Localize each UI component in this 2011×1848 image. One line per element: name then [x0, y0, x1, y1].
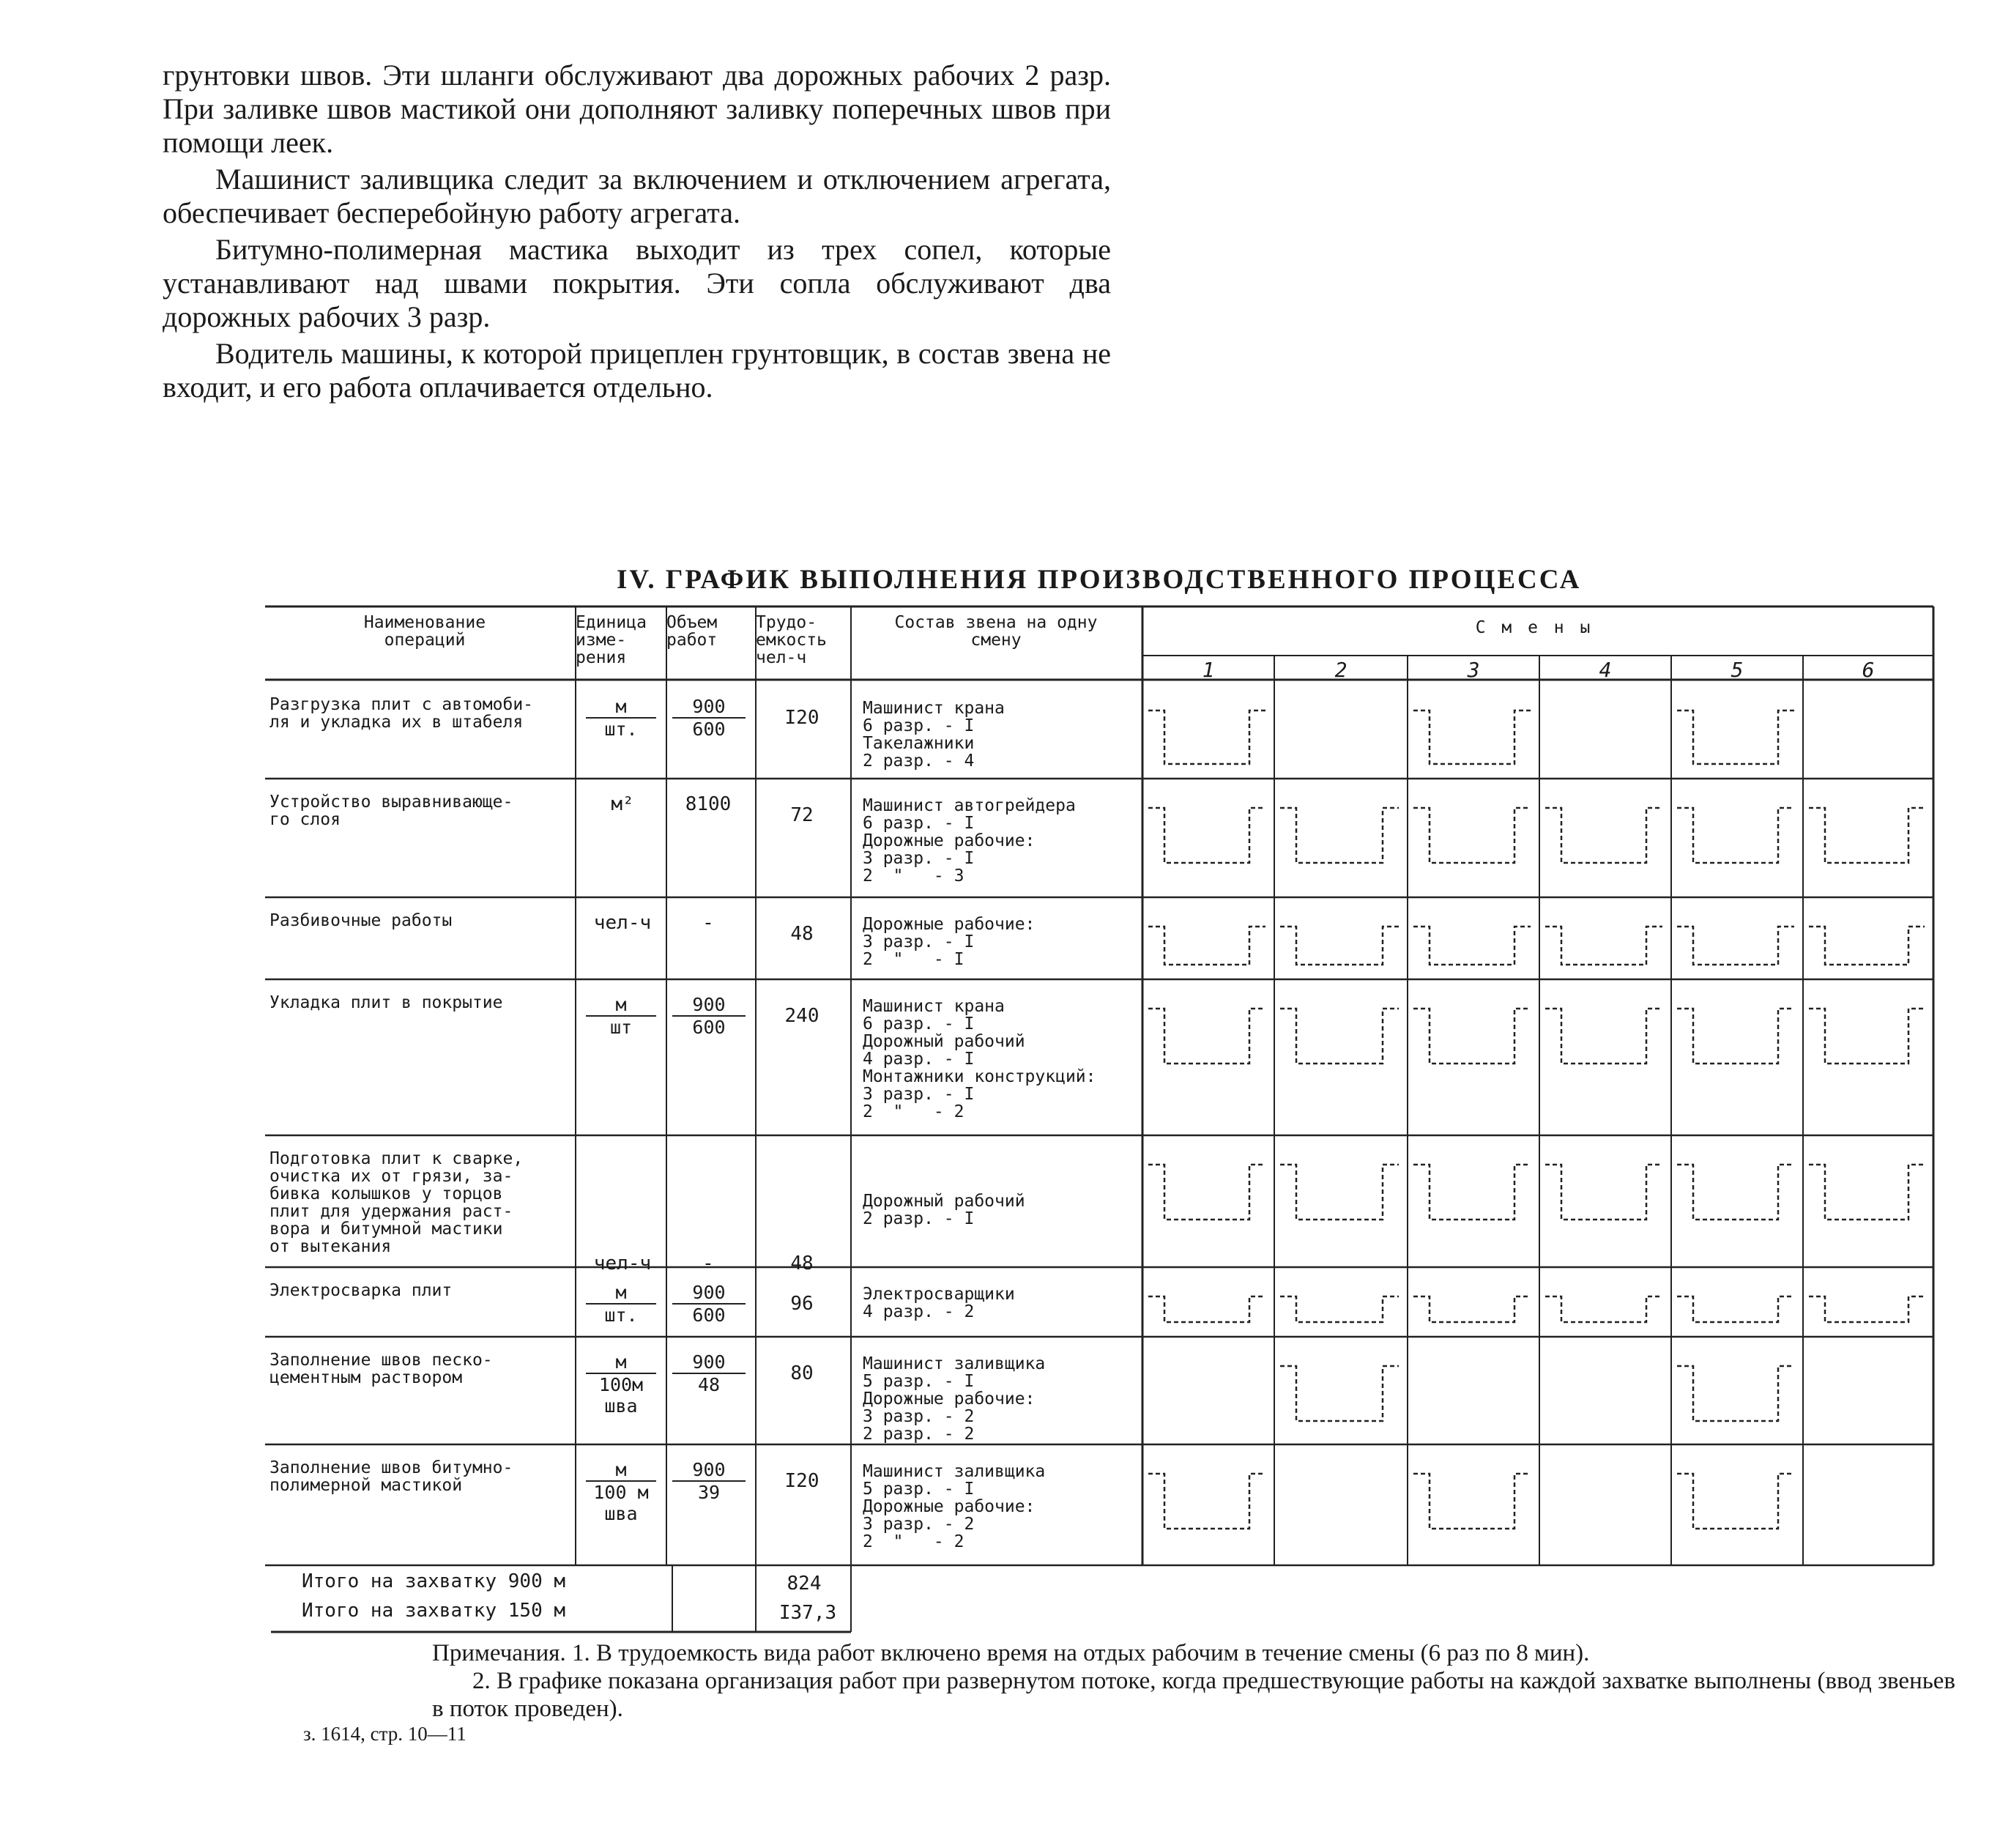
shift-work-mark: [1677, 710, 1794, 764]
header-unit: Единица изме- рения: [576, 613, 647, 667]
intro-paragraph: грунтовки швов. Эти шланги обслуживают два дорожных рабочих 2 разр. При заливке швов мастикой они дополняют заливку поперечных швов при помощи леек.: [163, 59, 1111, 159]
shift-number: 6: [1862, 658, 1875, 682]
unit-part: 100 м: [593, 1482, 649, 1503]
unit-part: 100м: [598, 1374, 644, 1395]
intro-paragraph: Машинист заливщика следит за включением и отключением агрегата, обеспечивает бесперебойную работу агрегата.: [163, 163, 1111, 229]
volume-value: -: [702, 912, 714, 934]
shift-work-mark: [1148, 808, 1265, 863]
operation-name: Подготовка плит к сварке, очистка их от грязи, за- бивка колышков у торцов плит для удержания раст- вора и битумной мастики от вытекания: [270, 1149, 524, 1256]
volume-fraction: [672, 696, 746, 740]
unit-part: шва: [604, 1395, 638, 1417]
labor-value: I20: [784, 1470, 819, 1492]
volume-value: -: [702, 1253, 714, 1274]
shift-number: 1: [1202, 658, 1215, 682]
labor-value: 96: [790, 1293, 814, 1315]
volume-part: 900: [672, 1282, 746, 1305]
intro-paragraph: Битумно-полимерная мастика выходит из трех сопел, которые устанавливают над швами покрытия. Эти сопла обслуживают два дорожных рабочих 3 разр.: [163, 233, 1111, 333]
shift-work-mark: [1677, 927, 1794, 965]
volume-part: 48: [697, 1374, 721, 1395]
volume-fraction: [672, 1351, 746, 1395]
total-value: I37,3: [778, 1602, 837, 1624]
operation-name: Устройство выравнивающе- го слоя: [270, 793, 513, 829]
crew-composition: Машинист крана 6 разр. - I Такелажники 2 разр. - 4: [863, 699, 1005, 771]
labor-value: 72: [790, 804, 814, 826]
shift-work-mark: [1280, 1009, 1399, 1064]
shift-work-mark: [1545, 927, 1662, 965]
volume-part: 900: [672, 696, 746, 719]
note-1: Примечания. 1. В трудоемкость вида работ включено время на отдых рабочим в течение смены (6 раз по 8 мин).: [432, 1640, 1590, 1666]
unit-fraction: [586, 1282, 656, 1326]
labor-value: 80: [790, 1362, 814, 1384]
shift-work-mark: [1280, 927, 1399, 965]
shift-work-mark: [1677, 1009, 1794, 1064]
shift-work-mark: [1413, 710, 1531, 764]
volume-fraction: [672, 1282, 746, 1326]
shift-number: 2: [1334, 658, 1348, 682]
unit-value: м²: [611, 793, 634, 815]
unit-part: м: [586, 1282, 656, 1305]
crew-composition: Машинист заливщика 5 разр. - I Дорожные рабочие: 3 разр. - 2 2 " - 2: [863, 1462, 1046, 1551]
unit-part: м: [586, 1459, 656, 1482]
shift-work-mark: [1413, 1165, 1531, 1220]
operation-name: Заполнение швов битумно- полимерной мастикой: [270, 1458, 513, 1495]
labor-value: 48: [790, 1253, 814, 1274]
shift-work-mark: [1413, 1296, 1531, 1322]
shift-work-mark: [1413, 927, 1531, 965]
shift-work-mark: [1677, 1366, 1794, 1421]
operation-name: Разгрузка плит с автомоби- ля и укладка их в штабеля: [270, 695, 534, 732]
shift-work-mark: [1545, 1165, 1662, 1220]
intro-paragraph: Водитель машины, к которой прицеплен грунтовщик, в состав звена не входит, и его работа оплачивается отдельно.: [163, 337, 1111, 404]
shift-work-mark: [1677, 808, 1794, 863]
labor-value: I20: [784, 707, 819, 729]
operation-name: Укладка плит в покрытие: [270, 993, 503, 1012]
header-shifts: С м е н ы: [1475, 618, 1594, 637]
volume-part: 600: [692, 719, 726, 740]
shift-number: 3: [1467, 658, 1480, 682]
notes: [432, 1639, 1955, 1723]
unit-part: шт: [609, 1017, 633, 1038]
volume-part: 39: [697, 1482, 721, 1503]
operation-name: Заполнение швов песко- цементным раствором: [270, 1351, 493, 1387]
shift-work-mark: [1413, 808, 1531, 863]
unit-fraction: [586, 1351, 656, 1417]
shift-work-mark: [1280, 808, 1399, 863]
shift-work-mark: [1148, 1009, 1265, 1064]
unit-part: м: [586, 696, 656, 719]
note-2: 2. В графике показана организация работ при развернутом потоке, когда предшествующие работы на каждой захватке выполнены (ввод звеньев в поток проведен).: [432, 1668, 1956, 1722]
labor-value: 48: [790, 923, 814, 945]
total-label: Итого на захватку 150 м: [302, 1600, 566, 1622]
shift-work-mark: [1677, 1474, 1794, 1529]
shift-work-mark: [1809, 1165, 1925, 1220]
unit-value: чел-ч: [593, 1253, 652, 1274]
crew-composition: Дорожные рабочие: 3 разр. - I 2 " - I: [863, 915, 1036, 969]
header-labor: Трудо- емкость чел-ч: [756, 613, 827, 667]
crew-composition: Дорожный рабочий 2 разр. - I: [863, 1192, 1025, 1228]
volume-part: 600: [692, 1305, 726, 1326]
crew-composition: Машинист крана 6 разр. - I Дорожный рабочий 4 разр. - I Монтажники конструкций: 3 разр. - I 2 " - 2: [863, 997, 1096, 1121]
shift-work-mark: [1677, 1165, 1794, 1220]
volume-part: 900: [672, 1351, 746, 1374]
header-operation: Наименование операций: [363, 613, 486, 650]
unit-part: шт.: [604, 719, 638, 740]
shift-work-mark: [1809, 1009, 1925, 1064]
operation-name: Разбивочные работы: [270, 911, 453, 930]
shift-work-mark: [1148, 927, 1265, 965]
volume-fraction: [672, 1459, 746, 1503]
shift-work-mark: [1413, 1474, 1531, 1529]
volume-part: 600: [692, 1017, 726, 1038]
shift-work-mark: [1809, 1296, 1925, 1322]
shift-work-mark: [1677, 1296, 1794, 1322]
unit-part: шва: [604, 1503, 638, 1524]
page-title: IV. ГРАФИК ВЫПОЛНЕНИЯ ПРОИЗВОДСТВЕННОГО ПРОЦЕССА: [617, 565, 1582, 595]
crew-composition: Электросварщики 4 разр. - 2: [863, 1285, 1015, 1321]
operation-name: Электросварка плит: [270, 1281, 453, 1300]
shift-work-mark: [1809, 927, 1925, 965]
shift-work-mark: [1280, 1366, 1399, 1421]
shift-work-mark: [1809, 808, 1925, 863]
volume-value: 8100: [685, 793, 732, 815]
shift-work-mark: [1148, 710, 1265, 764]
unit-fraction: [586, 994, 656, 1038]
unit-part: м: [586, 1351, 656, 1374]
labor-value: 240: [784, 1005, 819, 1027]
shift-work-mark: [1413, 1009, 1531, 1064]
shift-work-mark: [1545, 1009, 1662, 1064]
volume-part: 900: [672, 994, 746, 1017]
unit-part: шт.: [604, 1305, 638, 1326]
footer-ref: з. 1614, стр. 10—11: [303, 1723, 466, 1745]
unit-fraction: [586, 1459, 656, 1524]
volume-fraction: [672, 994, 746, 1038]
unit-value: чел-ч: [593, 912, 652, 934]
shift-work-mark: [1148, 1296, 1265, 1322]
header-volume: Объем работ: [666, 613, 718, 650]
header-crew: Состав звена на одну смену: [894, 613, 1098, 650]
total-label: Итого на захватку 900 м: [302, 1570, 566, 1592]
crew-composition: Машинист заливщика 5 разр. - I Дорожные рабочие: 3 разр. - 2 2 разр. - 2: [863, 1354, 1046, 1444]
unit-part: м: [586, 994, 656, 1017]
shift-work-mark: [1280, 1165, 1399, 1220]
shift-number: 5: [1731, 658, 1744, 682]
unit-fraction: [586, 696, 656, 740]
shift-work-mark: [1148, 1165, 1265, 1220]
shift-work-mark: [1545, 808, 1662, 863]
volume-part: 900: [672, 1459, 746, 1482]
total-value: 824: [787, 1573, 822, 1595]
shift-work-mark: [1280, 1296, 1399, 1322]
shift-number: 4: [1599, 658, 1612, 682]
crew-composition: Машинист автогрейдера 6 разр. - I Дорожные рабочие: 3 разр. - I 2 " - 3: [863, 796, 1076, 886]
shift-work-mark: [1545, 1296, 1662, 1322]
shift-work-mark: [1148, 1474, 1265, 1529]
